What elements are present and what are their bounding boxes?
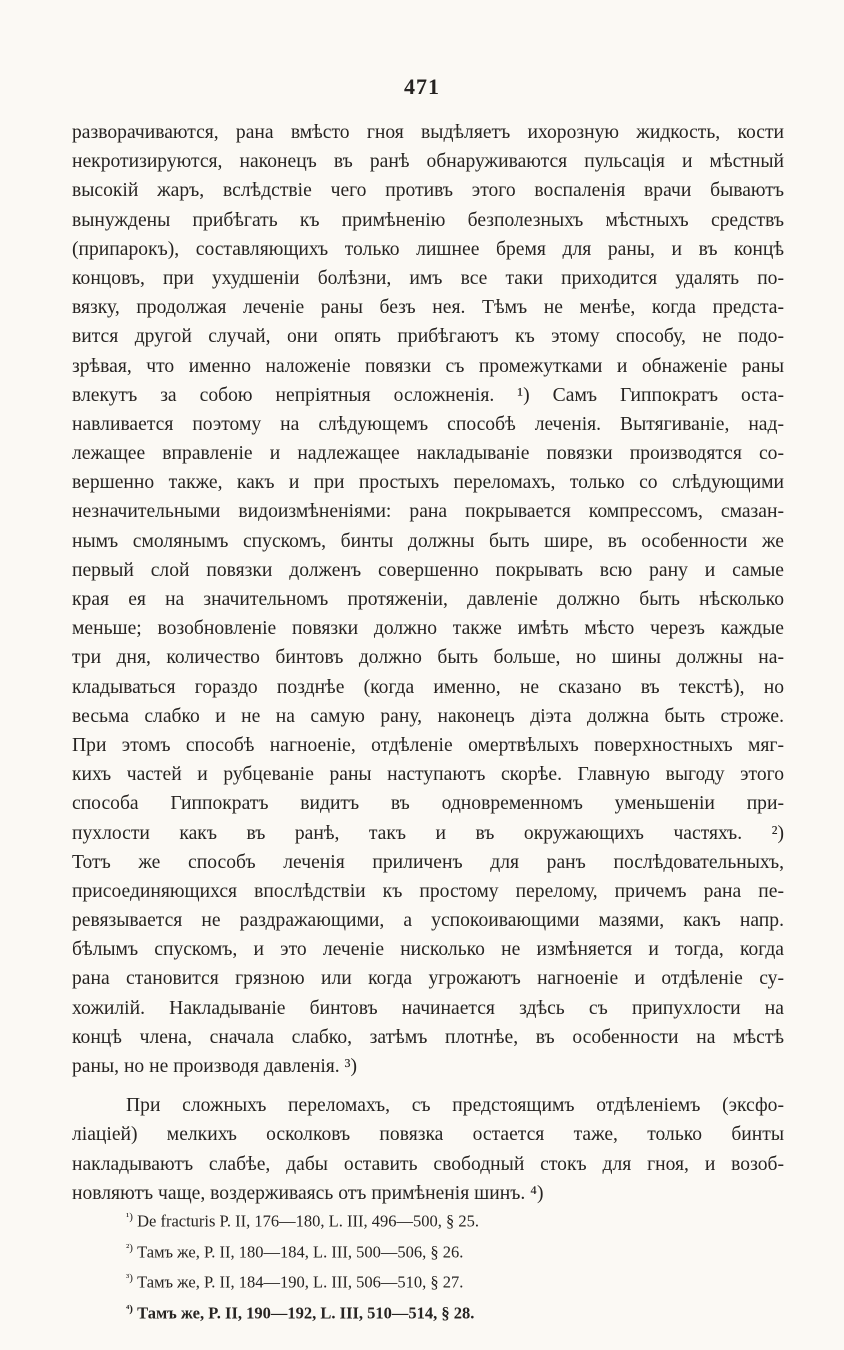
footnote-mark: ²) <box>126 1241 133 1254</box>
paragraph-spacer <box>72 1081 784 1091</box>
text-line: вынуждены прибѣгать къ примѣненію безполезныхъ мѣстныхъ средствъ <box>72 209 784 231</box>
paragraph-2 <box>72 1091 784 1208</box>
text-line: разворачиваются, рана вмѣсто гноя выдѣляетъ ихорозную жидкость, кости <box>72 122 784 143</box>
text-line: вязку, продолжая леченіе раны безъ нея. Тѣмъ не менѣе, когда предста- <box>72 297 784 319</box>
text-line: вершенно также, какъ и при простыхъ переломахъ, только со слѣдующими <box>72 472 784 494</box>
text-line: концѣ члена, сначала слабко, затѣмъ плотнѣе, въ особенности на мѣстѣ <box>72 1026 784 1048</box>
footnote-text: Тамъ же, P. II, 180—184, L. III, 500—506, § 26. <box>137 1242 464 1261</box>
text-line: новляютъ чаще, воздерживаясь отъ примѣненія шинъ. ⁴) <box>72 1182 544 1204</box>
text-line: некротизируются, наконецъ въ ранѣ обнаруживаются пульсація и мѣстный <box>72 151 784 173</box>
footnote-mark: ³) <box>126 1272 133 1284</box>
text-line: рана становится грязною или когда угрожаютъ нагноеніе и отдѣленіе су- <box>72 968 784 990</box>
footnote-3 <box>126 1265 746 1296</box>
text-line: первый слой повязки долженъ совершенно покрывать всю рану и самые <box>72 559 784 581</box>
footnote-text: Тамъ же, P. II, 184—190, L. III, 506—510, § 27. <box>137 1272 464 1292</box>
text-line: раны, но не производя давленія. ³) <box>72 1056 358 1077</box>
text-line: бѣлымъ спускомъ, и это леченіе нисколько не измѣняется и тогда, когда <box>72 939 784 961</box>
text-line: кладываться гораздо позднѣе (когда именно, не сказано въ текстѣ), но <box>72 676 784 698</box>
text-line: ревязывается не раздражающими, а успокоивающими мазями, какъ напр. <box>72 910 784 932</box>
text-line: края ея на значительномъ протяженіи, давленіе должно быть нѣсколько <box>72 589 784 610</box>
text-line: лежащее вправленіе и надлежащее накладываніе повязки производятся со- <box>72 443 784 465</box>
text-line: пухлости какъ въ ранѣ, такъ и въ окружающихъ частяхъ. ²) <box>72 822 784 844</box>
text-line: При сложныхъ переломахъ, съ предстоящимъ отдѣленіемъ (эксфо- <box>126 1095 784 1117</box>
text-line: присоединяющихся впослѣдствіи къ простому перелому, причемъ рана пе- <box>72 880 784 902</box>
text-line: хожилій. Накладываніе бинтовъ начинается здѣсь съ припухлости на <box>72 997 784 1019</box>
footnote-4 <box>126 1296 746 1327</box>
paragraph-1 <box>72 118 784 1081</box>
text-line: нымъ смолянымъ спускомъ, бинты должны быть шире, въ особенности же <box>72 530 784 552</box>
text-line: зрѣвая, что именно наложеніе повязки съ промежутками и обнаженіе раны <box>72 355 784 377</box>
text-line: ліаціей) мелкихъ осколковъ повязка остается таже, только бинты <box>72 1124 784 1146</box>
text-line: весьма слабко и не на самую рану, наконецъ діэта должна быть строже. <box>72 705 784 727</box>
text-line: концовъ, при ухудшеніи болѣзни, имъ все таки приходится удалять по- <box>72 267 784 289</box>
text-line: вится другой случай, они опять прибѣгаютъ къ этому способу, не подо- <box>72 326 784 348</box>
footnote-text: De fracturis P. II, 176—180, L. III, 496—500, § 25. <box>137 1211 479 1231</box>
footnote-1 <box>126 1204 746 1235</box>
text-line: высокій жаръ, вслѣдствіе чего противъ этого воспаленія врачи бываютъ <box>72 180 784 202</box>
footnotes <box>126 1204 746 1326</box>
text-line: накладываютъ слабѣе, дабы оставить свободный стокъ для гноя, и возоб- <box>72 1153 784 1175</box>
footnote-2 <box>126 1235 746 1266</box>
page-number: 471 <box>404 74 440 99</box>
text-line: (припарокъ), составляющихъ только лишнее бремя для раны, и въ концѣ <box>72 238 784 260</box>
text-line: При этомъ способѣ нагноеніе, отдѣленіе омертвѣлыхъ поверхностныхъ мяг- <box>72 734 784 756</box>
text-line: Тотъ же способъ леченія приличенъ для ранъ послѣдовательныхъ, <box>72 851 784 873</box>
footnote-mark: ⁴) <box>126 1302 133 1315</box>
text-line: влекутъ за собою непріятныя осложненія. ¹) Самъ Гиппократъ оста- <box>72 384 784 406</box>
text-line: способа Гиппократъ видитъ въ одновременномъ уменьшеніи при- <box>72 793 784 815</box>
main-text <box>72 118 784 1208</box>
text-line: незначительными видоизмѣненіями: рана покрывается компрессомъ, смазан- <box>72 501 784 523</box>
text-line: кихъ частей и рубцеваніе раны наступаютъ скорѣе. Главную выгоду этого <box>72 764 784 786</box>
footnote-text: Тамъ же, P. II, 190—192, L. III, 510—514, § 28. <box>137 1303 475 1322</box>
text-line: три дня, количество бинтовъ должно быть больше, но шины должны на- <box>72 647 784 669</box>
text-line: меньше; возобновленіе повязки должно также имѣть мѣсто черезъ каждые <box>72 618 784 640</box>
text-line: навливается поэтому на слѣдующемъ способѣ леченія. Вытягиваніе, над- <box>72 413 784 435</box>
footnote-mark: ¹) <box>126 1211 133 1223</box>
